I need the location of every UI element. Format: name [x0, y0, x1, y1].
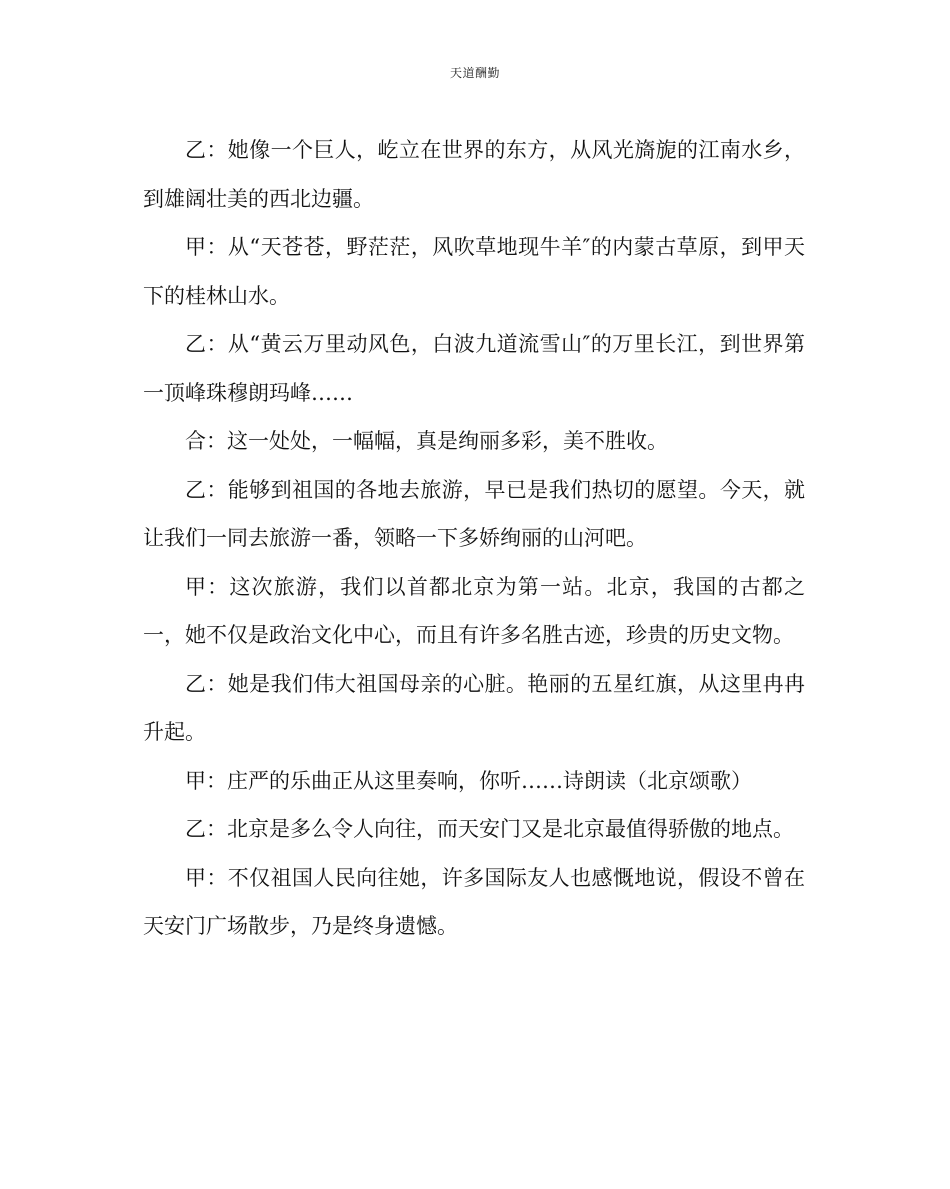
paragraph-8: 甲：庄严的乐曲正从这里奏响，你听……诗朗读（北京颂歌）: [185, 768, 752, 793]
paragraph-3: 乙：从“黄云万里动风色，白波九道流雪山″的万里长江，到世界第一顶峰珠穆朗玛峰……: [143, 332, 805, 405]
paragraph-5: 乙：能够到祖国的各地去旅游，早已是我们热切的愿望。今天，就让我们一同去旅游一番，领略一下多娇绚丽的山河吧。: [143, 477, 805, 550]
paragraph-1: 乙：她像一个巨人，屹立在世界的东方，从风光旖旎的江南水乡，到雄阔壮美的西北边疆。: [143, 138, 805, 211]
page-header: 天道酬勤: [449, 66, 500, 80]
paragraph-4: 合：这一处处，一幅幅，真是绚丽多彩，美不胜收。: [185, 429, 668, 453]
paragraph-10: 甲：不仅祖国人民向往她，许多国际友人也感慨地说，假设不曾在天安门广场散步，乃是终身遗憾。: [143, 865, 805, 938]
paragraph-6: 甲：这次旅游，我们以首都北京为第一站。北京，我国的古都之一，她不仅是政治文化中心，而且有许多名胜古迹，珍贵的历史文物。: [143, 574, 805, 647]
document-body: [143, 126, 805, 951]
paragraph-2: 甲：从“天苍苍，野茫茫，风吹草地现牛羊″的内蒙古草原，到甲天下的桂林山水。: [143, 235, 805, 308]
paragraph-7: 乙：她是我们伟大祖国母亲的心脏。艳丽的五星红旗，从这里冉冉升起。: [143, 671, 805, 744]
paragraph-9: 乙：北京是多么令人向往，而天安门又是北京最值得骄傲的地点。: [185, 817, 794, 841]
